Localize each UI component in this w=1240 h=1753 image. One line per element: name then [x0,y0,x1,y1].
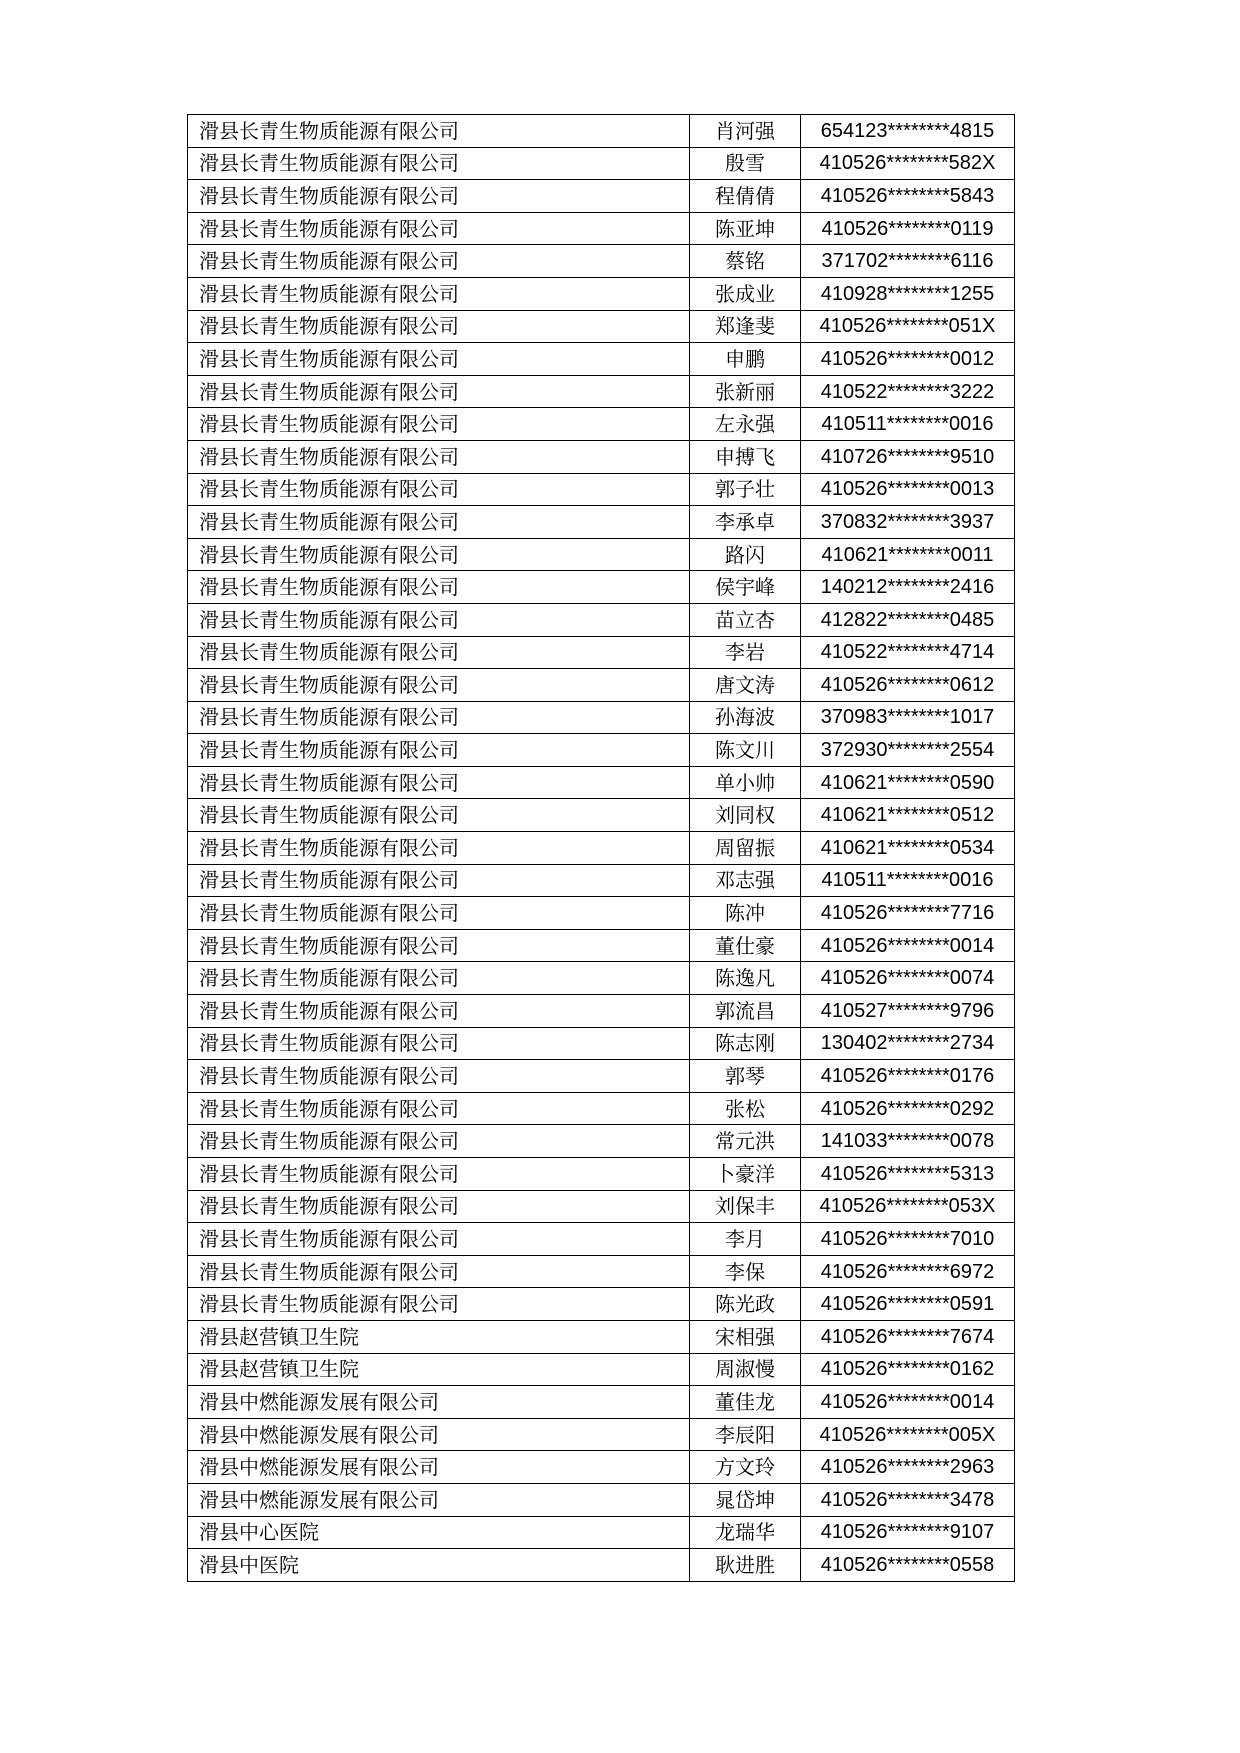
person-name-cell: 申搏飞 [690,440,801,473]
person-name-cell: 唐文涛 [690,669,801,702]
organization-cell: 滑县长青生物质能源有限公司 [188,115,690,148]
table-row [188,1092,1015,1125]
person-name-cell: 陈文川 [690,734,801,767]
person-name-cell: 方文玲 [690,1451,801,1484]
organization-cell: 滑县长青生物质能源有限公司 [188,1158,690,1191]
person-name-cell: 殷雪 [690,147,801,180]
person-name-cell: 龙瑞华 [690,1516,801,1549]
person-name-cell: 李岩 [690,636,801,669]
person-name-cell: 陈冲 [690,897,801,930]
organization-cell: 滑县长青生物质能源有限公司 [188,701,690,734]
person-name-cell: 陈志刚 [690,1027,801,1060]
id-number-cell: 410526********0162 [801,1353,1015,1386]
table-row [188,1060,1015,1093]
person-name-cell: 李保 [690,1255,801,1288]
organization-cell: 滑县中心医院 [188,1516,690,1549]
organization-cell: 滑县长青生物质能源有限公司 [188,440,690,473]
table-row [188,701,1015,734]
table-row [188,538,1015,571]
id-number-cell: 410527********9796 [801,995,1015,1028]
table-row [188,1190,1015,1223]
table-row [188,245,1015,278]
id-number-cell: 410726********9510 [801,440,1015,473]
organization-cell: 滑县长青生物质能源有限公司 [188,245,690,278]
table-row [188,1451,1015,1484]
person-name-cell: 李月 [690,1223,801,1256]
table-row [188,669,1015,702]
organization-cell: 滑县长青生物质能源有限公司 [188,1255,690,1288]
id-number-cell: 370832********3937 [801,506,1015,539]
organization-cell: 滑县中燃能源发展有限公司 [188,1418,690,1451]
organization-cell: 滑县长青生物质能源有限公司 [188,1288,690,1321]
organization-cell: 滑县长青生物质能源有限公司 [188,343,690,376]
person-name-cell: 李承卓 [690,506,801,539]
person-name-cell: 李辰阳 [690,1418,801,1451]
id-number-cell: 410526********9107 [801,1516,1015,1549]
table-row [188,734,1015,767]
person-name-cell: 孙海波 [690,701,801,734]
table-row [188,1353,1015,1386]
id-number-cell: 410621********0534 [801,832,1015,865]
organization-cell: 滑县长青生物质能源有限公司 [188,864,690,897]
id-number-cell: 410511********0016 [801,864,1015,897]
organization-cell: 滑县长青生物质能源有限公司 [188,180,690,213]
table-row [188,603,1015,636]
person-name-cell: 肖河强 [690,115,801,148]
table-row [188,995,1015,1028]
table-row [188,929,1015,962]
person-name-cell: 周留振 [690,832,801,865]
organization-cell: 滑县长青生物质能源有限公司 [188,832,690,865]
person-name-cell: 侯宇峰 [690,571,801,604]
table-row [188,571,1015,604]
organization-cell: 滑县中医院 [188,1549,690,1582]
organization-cell: 滑县长青生物质能源有限公司 [188,1092,690,1125]
id-number-cell: 410526********7674 [801,1320,1015,1353]
organization-cell: 滑县长青生物质能源有限公司 [188,310,690,343]
id-number-cell: 410526********6972 [801,1255,1015,1288]
id-number-cell: 410621********0512 [801,799,1015,832]
person-name-cell: 晁岱坤 [690,1483,801,1516]
table-row [188,440,1015,473]
table-row [188,1418,1015,1451]
table-row [188,147,1015,180]
organization-cell: 滑县长青生物质能源有限公司 [188,1190,690,1223]
table-row [188,1386,1015,1419]
table-row [188,375,1015,408]
table-row [188,277,1015,310]
person-name-cell: 左永强 [690,408,801,441]
id-number-cell: 410526********0074 [801,962,1015,995]
person-name-cell: 周淑慢 [690,1353,801,1386]
id-number-cell: 410526********582X [801,147,1015,180]
organization-cell: 滑县长青生物质能源有限公司 [188,734,690,767]
table-row [188,115,1015,148]
id-number-cell: 410526********0012 [801,343,1015,376]
person-name-cell: 宋相强 [690,1320,801,1353]
table-row [188,310,1015,343]
table-row [188,1158,1015,1191]
organization-cell: 滑县中燃能源发展有限公司 [188,1483,690,1516]
personnel-table [187,114,1015,1582]
table-row [188,1483,1015,1516]
person-name-cell: 陈亚坤 [690,212,801,245]
id-number-cell: 130402********2734 [801,1027,1015,1060]
person-name-cell: 郑逢斐 [690,310,801,343]
table-row [188,1223,1015,1256]
id-number-cell: 410526********0292 [801,1092,1015,1125]
table-row [188,408,1015,441]
id-number-cell: 370983********1017 [801,701,1015,734]
id-number-cell: 140212********2416 [801,571,1015,604]
person-name-cell: 董仕豪 [690,929,801,962]
person-name-cell: 郭流昌 [690,995,801,1028]
organization-cell: 滑县长青生物质能源有限公司 [188,277,690,310]
person-name-cell: 郭子壮 [690,473,801,506]
id-number-cell: 410526********005X [801,1418,1015,1451]
person-name-cell: 单小帅 [690,766,801,799]
id-number-cell: 410522********4714 [801,636,1015,669]
organization-cell: 滑县长青生物质能源有限公司 [188,669,690,702]
id-number-cell: 410526********7010 [801,1223,1015,1256]
organization-cell: 滑县长青生物质能源有限公司 [188,897,690,930]
organization-cell: 滑县赵营镇卫生院 [188,1320,690,1353]
id-number-cell: 410526********051X [801,310,1015,343]
id-number-cell: 410526********0176 [801,1060,1015,1093]
organization-cell: 滑县长青生物质能源有限公司 [188,375,690,408]
table-row [188,1125,1015,1158]
person-name-cell: 张新丽 [690,375,801,408]
organization-cell: 滑县长青生物质能源有限公司 [188,1223,690,1256]
organization-cell: 滑县长青生物质能源有限公司 [188,506,690,539]
table-row [188,897,1015,930]
organization-cell: 滑县长青生物质能源有限公司 [188,995,690,1028]
person-name-cell: 邓志强 [690,864,801,897]
organization-cell: 滑县赵营镇卫生院 [188,1353,690,1386]
table-row [188,212,1015,245]
person-name-cell: 路闪 [690,538,801,571]
table-row [188,180,1015,213]
organization-cell: 滑县长青生物质能源有限公司 [188,962,690,995]
table-row [188,636,1015,669]
table-row [188,343,1015,376]
organization-cell: 滑县长青生物质能源有限公司 [188,473,690,506]
id-number-cell: 410526********0591 [801,1288,1015,1321]
person-name-cell: 张成业 [690,277,801,310]
table-row [188,1027,1015,1060]
person-name-cell: 程倩倩 [690,180,801,213]
organization-cell: 滑县长青生物质能源有限公司 [188,929,690,962]
id-number-cell: 410526********0014 [801,1386,1015,1419]
organization-cell: 滑县长青生物质能源有限公司 [188,571,690,604]
id-number-cell: 412822********0485 [801,603,1015,636]
person-name-cell: 刘同权 [690,799,801,832]
table-row [188,473,1015,506]
id-number-cell: 410621********0011 [801,538,1015,571]
organization-cell: 滑县长青生物质能源有限公司 [188,799,690,832]
table-row [188,832,1015,865]
organization-cell: 滑县长青生物质能源有限公司 [188,766,690,799]
organization-cell: 滑县长青生物质能源有限公司 [188,603,690,636]
table-row [188,864,1015,897]
id-number-cell: 372930********2554 [801,734,1015,767]
id-number-cell: 410511********0016 [801,408,1015,441]
person-name-cell: 张松 [690,1092,801,1125]
person-name-cell: 耿进胜 [690,1549,801,1582]
id-number-cell: 410526********7716 [801,897,1015,930]
id-number-cell: 371702********6116 [801,245,1015,278]
table-body [188,115,1015,1582]
table-row [188,962,1015,995]
organization-cell: 滑县长青生物质能源有限公司 [188,538,690,571]
person-name-cell: 卜豪洋 [690,1158,801,1191]
table-row [188,506,1015,539]
id-number-cell: 410526********0013 [801,473,1015,506]
id-number-cell: 410928********1255 [801,277,1015,310]
table-row [188,1255,1015,1288]
table-row [188,799,1015,832]
organization-cell: 滑县中燃能源发展有限公司 [188,1451,690,1484]
id-number-cell: 410526********0119 [801,212,1015,245]
person-name-cell: 陈光政 [690,1288,801,1321]
person-name-cell: 刘保丰 [690,1190,801,1223]
organization-cell: 滑县长青生物质能源有限公司 [188,147,690,180]
id-number-cell: 410526********0558 [801,1549,1015,1582]
table-row [188,1549,1015,1582]
id-number-cell: 410526********2963 [801,1451,1015,1484]
person-name-cell: 苗立杏 [690,603,801,636]
id-number-cell: 410621********0590 [801,766,1015,799]
person-name-cell: 陈逸凡 [690,962,801,995]
id-number-cell: 410526********5313 [801,1158,1015,1191]
organization-cell: 滑县长青生物质能源有限公司 [188,408,690,441]
id-number-cell: 410522********3222 [801,375,1015,408]
id-number-cell: 410526********0612 [801,669,1015,702]
organization-cell: 滑县中燃能源发展有限公司 [188,1386,690,1419]
organization-cell: 滑县长青生物质能源有限公司 [188,1125,690,1158]
person-name-cell: 董佳龙 [690,1386,801,1419]
organization-cell: 滑县长青生物质能源有限公司 [188,1027,690,1060]
person-name-cell: 申鹏 [690,343,801,376]
organization-cell: 滑县长青生物质能源有限公司 [188,1060,690,1093]
id-number-cell: 410526********3478 [801,1483,1015,1516]
id-number-cell: 654123********4815 [801,115,1015,148]
table-row [188,1516,1015,1549]
id-number-cell: 410526********053X [801,1190,1015,1223]
id-number-cell: 410526********0014 [801,929,1015,962]
person-name-cell: 蔡铭 [690,245,801,278]
person-name-cell: 郭琴 [690,1060,801,1093]
organization-cell: 滑县长青生物质能源有限公司 [188,212,690,245]
table-row [188,766,1015,799]
id-number-cell: 410526********5843 [801,180,1015,213]
table-row [188,1320,1015,1353]
organization-cell: 滑县长青生物质能源有限公司 [188,636,690,669]
person-name-cell: 常元洪 [690,1125,801,1158]
table-row [188,1288,1015,1321]
id-number-cell: 141033********0078 [801,1125,1015,1158]
